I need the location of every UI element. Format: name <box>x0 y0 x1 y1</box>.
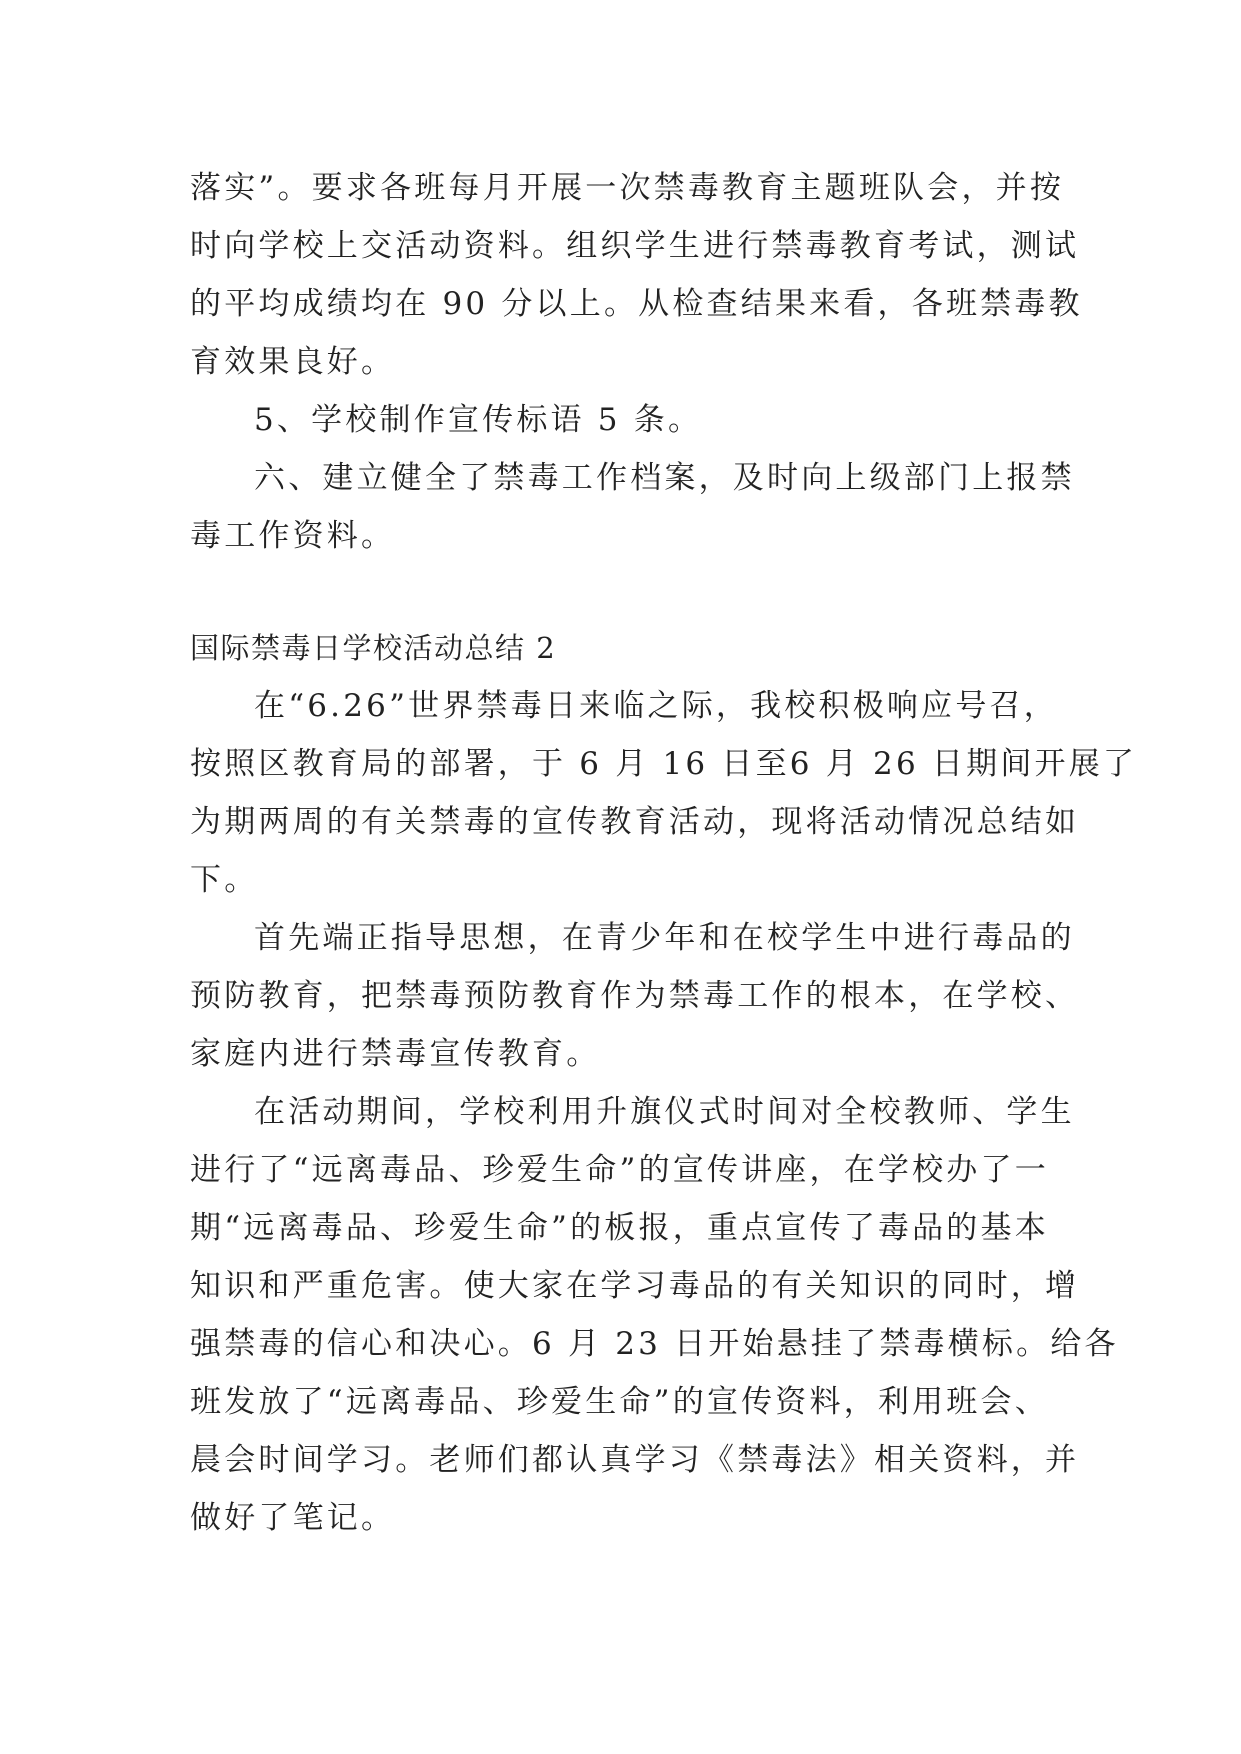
paragraph-line: 毒工作资料。 <box>190 518 396 554</box>
paragraph-line: 首先端正指导思想，在青少年和在校学生中进行毒品的 <box>254 920 1075 956</box>
paragraph-line: 的平均成绩均在 90 分以上。从检查结果来看，各班禁毒教 <box>190 286 1083 322</box>
paragraph-line: 育效果良好。 <box>190 344 396 380</box>
paragraph-line: 下。 <box>190 862 259 898</box>
paragraph-line: 时向学校上交活动资料。组织学生进行禁毒教育考试，测试 <box>190 228 1080 264</box>
paragraph-line: 在活动期间，学校利用升旗仪式时间对全校教师、学生 <box>254 1094 1075 1130</box>
paragraph-line: 期“远离毒品、珍爱生命”的板报，重点宣传了毒品的基本 <box>190 1210 1049 1246</box>
paragraph-line: 预防教育，把禁毒预防教育作为禁毒工作的根本，在学校、 <box>190 978 1080 1014</box>
paragraph-line: 班发放了“远离毒品、珍爱生命”的宣传资料，利用班会、 <box>190 1384 1049 1420</box>
paragraph-line: 知识和严重危害。使大家在学习毒品的有关知识的同时，增 <box>190 1268 1080 1304</box>
paragraph-line: 进行了“远离毒品、珍爱生命”的宣传讲座，在学校办了一 <box>190 1152 1049 1188</box>
paragraph-line: 强禁毒的信心和决心。6 月 23 日开始悬挂了禁毒横标。给各 <box>190 1326 1119 1362</box>
paragraph-line: 5、学校制作宣传标语 5 条。 <box>254 402 703 438</box>
paragraph-line: 做好了笔记。 <box>190 1500 396 1536</box>
paragraph-line: 晨会时间学习。老师们都认真学习《禁毒法》相关资料，并 <box>190 1442 1080 1478</box>
paragraph-line: 家庭内进行禁毒宣传教育。 <box>190 1036 601 1072</box>
paragraph-line: 落实”。要求各班每月开展一次禁毒教育主题班队会，并按 <box>190 170 1065 206</box>
paragraph-line: 在“6.26”世界禁毒日来临之际，我校积极响应号召， <box>254 688 1058 724</box>
paragraph-line: 六、建立健全了禁毒工作档案，及时向上级部门上报禁 <box>254 460 1075 496</box>
paragraph-line: 按照区教育局的部署，于 6 月 16 日至6 月 26 日期间开展了 <box>190 746 1138 782</box>
paragraph-line: 为期两周的有关禁毒的宣传教育活动，现将活动情况总结如 <box>190 804 1080 840</box>
section-heading: 国际禁毒日学校活动总结 2 <box>190 631 557 665</box>
